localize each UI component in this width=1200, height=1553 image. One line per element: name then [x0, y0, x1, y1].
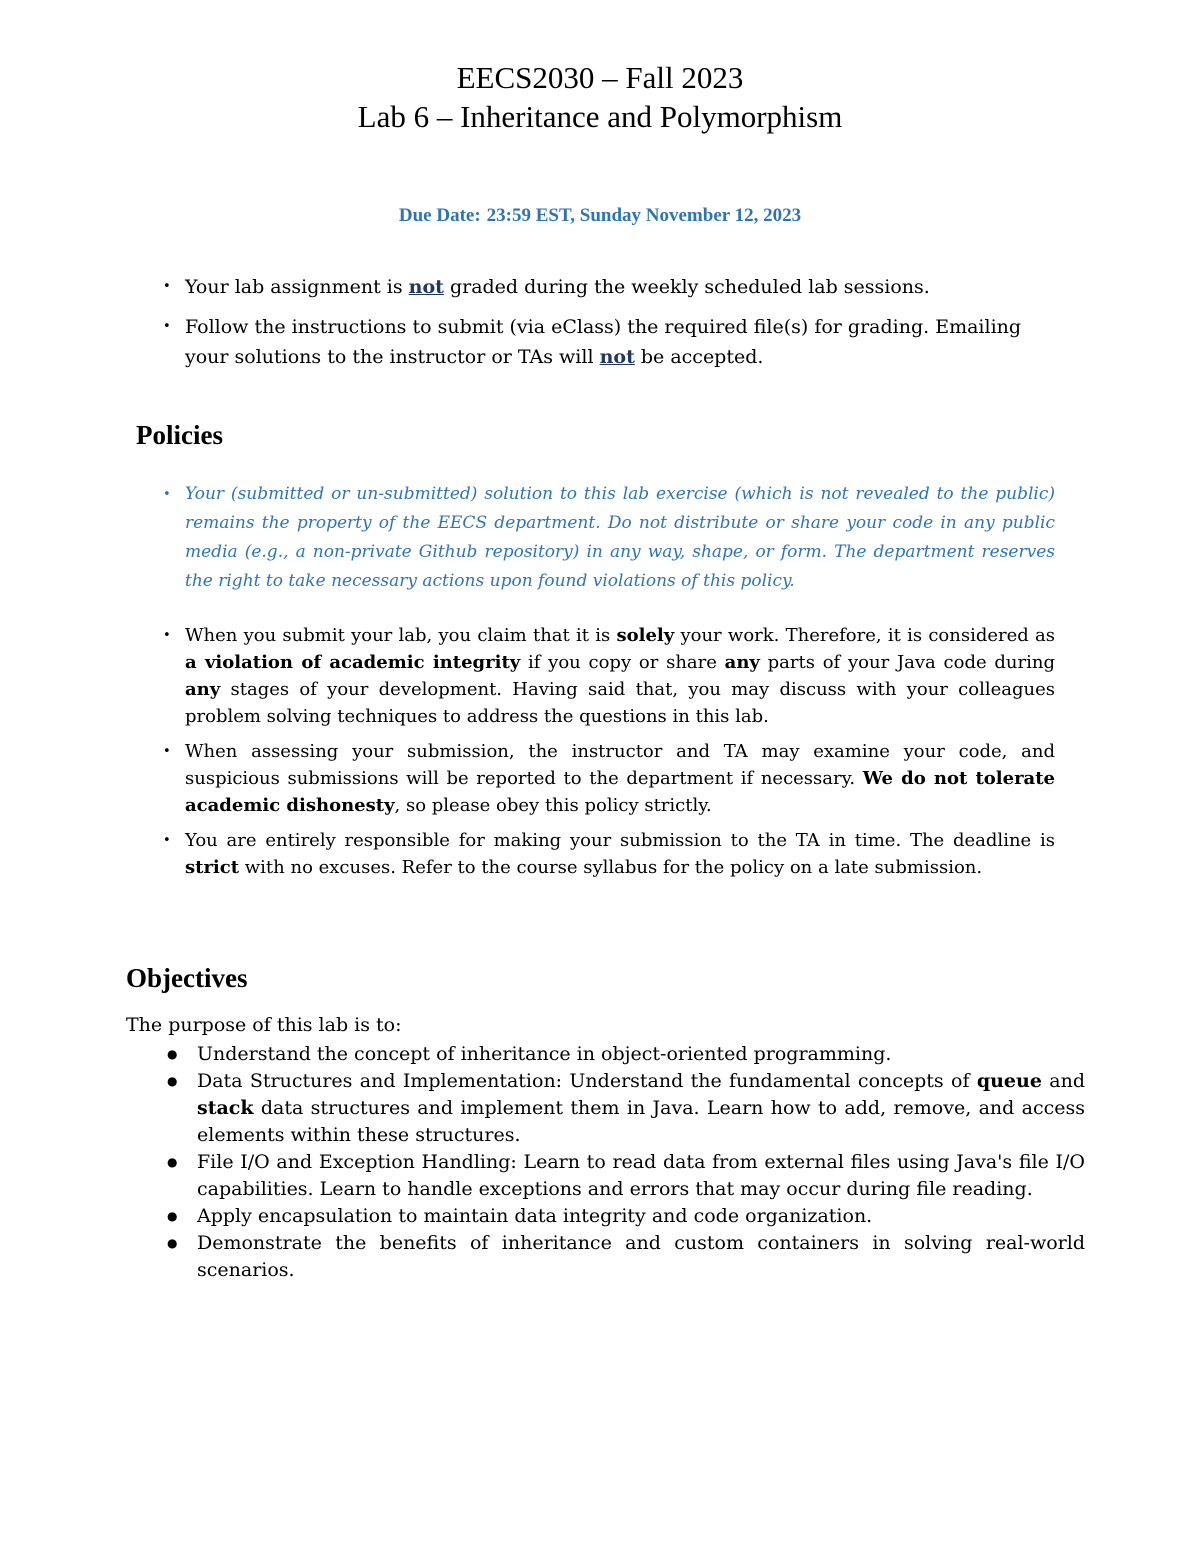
objectives-heading: Objectives	[126, 963, 248, 993]
bullet-icon: ●	[167, 1236, 178, 1250]
list-item: • Follow the instructions to submit (via eClass) the required file(s) for grading. Emailing your solutions to the instructor or TAs will not be accepted.	[185, 312, 1045, 372]
bullet-icon: ●	[167, 1074, 178, 1088]
policies-heading: Policies	[136, 420, 223, 450]
bullet-icon: ●	[167, 1209, 178, 1223]
policy-notice-list	[163, 480, 1055, 596]
list-item: ● File I/O and Exception Handling: Learn to read data from external files using Java's file I/O capabilities. Learn to handle exceptions and errors that may occur during file reading.	[167, 1151, 1085, 1200]
bullet-icon: •	[163, 319, 171, 334]
bullet-icon: ●	[167, 1047, 178, 1061]
bullet-icon: •	[163, 833, 171, 848]
list-item: • Your lab assignment is not graded during the weekly scheduled lab sessions.	[185, 272, 1045, 302]
bullet-icon: ●	[167, 1155, 178, 1169]
due-date-label: Due Date:	[398, 205, 481, 226]
emphasis-not: not	[599, 346, 635, 368]
due-date-value: 23:59 EST, Sunday November 12, 2023	[486, 205, 802, 226]
bullet-icon: •	[163, 744, 171, 759]
objectives-list	[167, 1041, 1085, 1284]
objectives-intro: The purpose of this lab is to:	[126, 1014, 402, 1036]
list-item	[163, 480, 1055, 596]
list-item: • You are entirely responsible for making your submission to the TA in time. The deadline is strict with no excuses. Refer to the course syllabus for the policy on a late submission.	[185, 827, 1055, 881]
bullet-icon: •	[163, 487, 171, 502]
due-date	[0, 205, 1200, 227]
emphasis-not: not	[408, 276, 444, 298]
notice-list	[163, 272, 1045, 382]
list-item: ● Apply encapsulation to maintain data integrity and code organization.	[197, 1203, 1085, 1230]
bullet-icon: •	[163, 279, 171, 294]
policies-list	[163, 622, 1055, 889]
list-item: ● Understand the concept of inheritance in object-oriented programming.	[197, 1041, 1085, 1068]
list-item: • When you submit your lab, you claim that it is solely your work. Therefore, it is considered as a violation of academic integrity if you copy or share any parts of your Java code during any stages of your development. Having said that, you may discuss with your colleagues problem solving techniques to address the questions in this lab.	[185, 622, 1055, 730]
lab-title: Lab 6 – Inheritance and Polymorphism	[357, 99, 843, 134]
course-title: EECS2030 – Fall 2023	[456, 60, 744, 95]
bullet-icon: •	[163, 628, 171, 643]
policy-property-text: Your (submitted or un-submitted) solution to this lab exercise (which is not revealed to the public) remains the property of the EECS department. Do not distribute or share your code in any public media (e.g., a non-private Github repository) in any way, shape, or form. The department reserves the right to take necessary actions upon found violations of this policy.	[185, 484, 1055, 591]
list-item: • When assessing your submission, the instructor and TA may examine your code, and suspicious submissions will be reported to the department if necessary. We do not tolerate academic dishonesty, so please obey this policy strictly.	[185, 738, 1055, 819]
list-item: ● Demonstrate the benefits of inheritance and custom containers in solving real-world scenarios.	[167, 1232, 1085, 1281]
list-item: ● Data Structures and Implementation: Understand the fundamental concepts of queue and stack data structures and implement them in Java. Learn how to add, remove, and access elements within these structures.	[167, 1070, 1085, 1146]
